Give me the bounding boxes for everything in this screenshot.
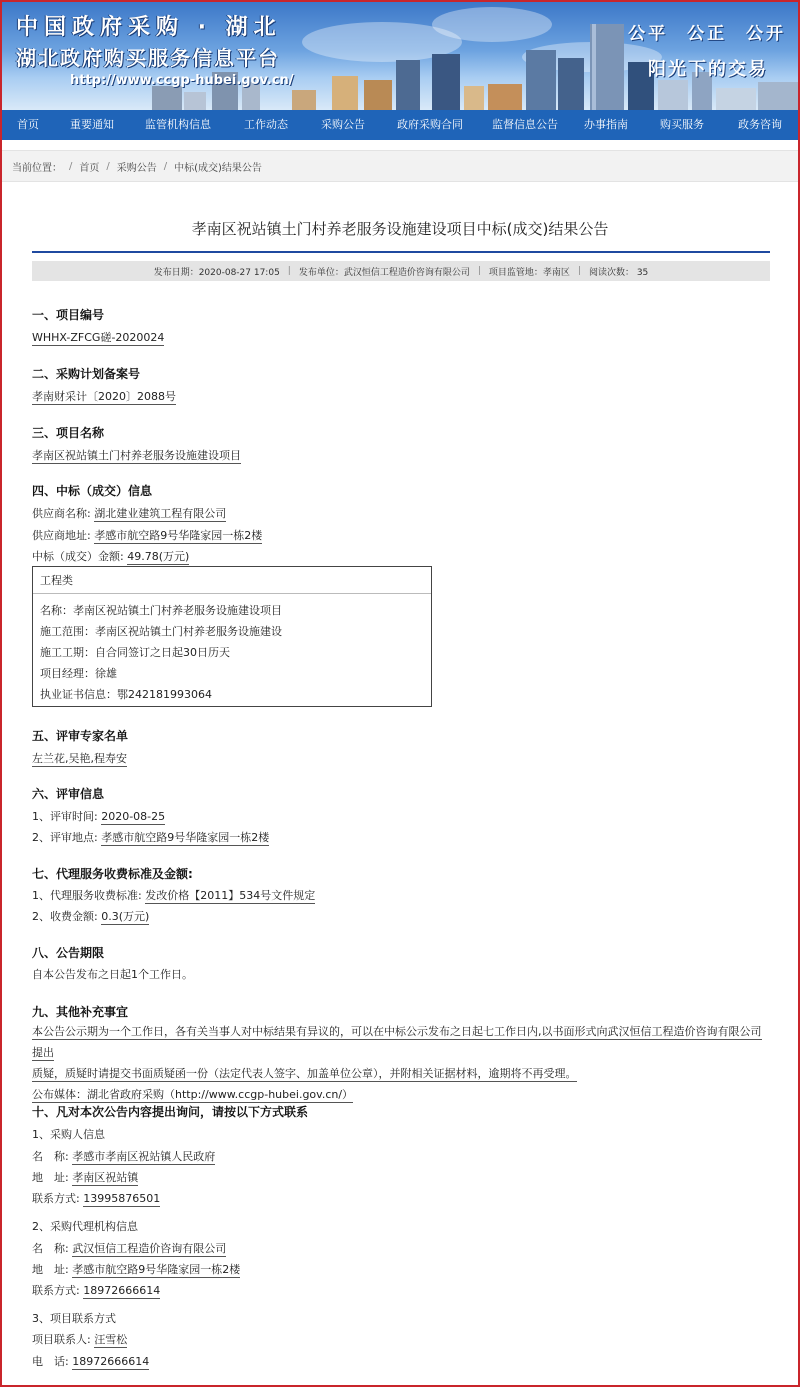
agent-address-label: 地 址: [32, 1263, 69, 1276]
breadcrumb-separator: / [106, 160, 110, 172]
supplier-name-row [32, 505, 226, 521]
project-contact-label: 项目联系人: [32, 1333, 91, 1346]
agent-info-title: 2、采购代理机构信息 [32, 1220, 138, 1233]
review-time-row [32, 808, 165, 824]
nav-item-announcements[interactable]: 采购公告 [321, 118, 365, 131]
section-heading-supplementary: 九、其他补充事宜 [32, 1005, 129, 1019]
view-count: 阅读次数： 35 [588, 267, 649, 278]
project-contact-row [32, 1331, 127, 1347]
buyer-phone: 13995876501 [83, 1192, 161, 1205]
section-heading-contacts: 十、凡对本次公告内容提出询问，请按以下方式联系 [32, 1105, 309, 1119]
buyer-phone-label: 联系方式: [32, 1192, 80, 1205]
publisher: 发布单位：武汉恒信工程造价咨询有限公司 [298, 267, 470, 278]
award-amount-label: 中标（成交）金额: [32, 550, 124, 563]
award-amount: 49.78(万元) [127, 550, 190, 563]
agent-address: 孝感市航空路9号华隆家园一栋2楼 [72, 1263, 241, 1276]
nav-item-notices[interactable]: 重要通知 [70, 118, 114, 131]
breadcrumb-separator: / [163, 160, 168, 172]
detail-row-manager: 项目经理：徐雄 [40, 667, 117, 680]
expert-list [32, 750, 127, 766]
breadcrumb-label: 当前位置： [12, 162, 62, 174]
supplier-name-label: 供应商名称: [32, 507, 91, 520]
title-divider [32, 251, 770, 253]
supplementary-text [32, 1021, 772, 1105]
project-name-value: 孝南区祝站镇土门村养老服务设施建设项目 [32, 449, 241, 462]
buyer-info-title: 1、采购人信息 [32, 1128, 105, 1141]
notice-period: 自本公告发布之日起1个工作日。 [32, 968, 193, 981]
plan-number [32, 388, 176, 404]
section-heading-notice-period: 八、公告期限 [32, 946, 105, 960]
agent-name-label: 名 称: [32, 1242, 69, 1255]
section-heading-agency-fee: 七、代理服务收费标准及金额: [32, 867, 193, 881]
buyer-address: 孝南区祝站镇 [72, 1171, 139, 1184]
fee-standard-label: 1、代理服务收费标准: [32, 889, 142, 902]
supplier-address-row [32, 527, 262, 543]
review-time: 2020-08-25 [101, 810, 166, 823]
section-heading-project-number: 一、项目编号 [32, 308, 105, 322]
project-contact-person: 汪雪松 [94, 1333, 128, 1346]
breadcrumb-current: 中标(成交)结果公告 [174, 162, 262, 174]
project-number-value: WHHX-ZFCG磋-2020024 [32, 331, 165, 344]
project-contact-title: 3、项目联系方式 [32, 1312, 116, 1325]
breadcrumb-announcements[interactable]: 采购公告 [116, 162, 157, 174]
banner-slogan-2: 阳光下的交易 [648, 59, 768, 80]
main-nav [2, 110, 798, 140]
notice-meta-bar [32, 261, 770, 281]
section-heading-experts: 五、评审专家名单 [32, 729, 129, 743]
nav-item-contracts[interactable]: 政府采购合同 [397, 118, 463, 131]
supplier-address: 孝感市航空路9号华隆家园一栋2楼 [94, 529, 263, 542]
award-amount-row [32, 548, 189, 564]
detail-row-certificate: 执业证书信息：鄂242181993064 [40, 688, 212, 701]
breadcrumb-home[interactable]: 首页 [79, 162, 100, 174]
review-place: 孝感市航空路9号华隆家园一栋2楼 [101, 831, 270, 844]
publication-media: 公布媒体：湖北省政府采购（http://www.ccgp-hubei.gov.cn/） [32, 1088, 354, 1101]
agent-name-row [32, 1240, 226, 1256]
nav-item-consult[interactable]: 政务咨询 [738, 118, 782, 131]
section-heading-plan-number: 二、采购计划备案号 [32, 367, 141, 381]
site-banner [2, 2, 798, 110]
page-title: 孝南区祝站镇土门村养老服务设施建设项目中标(成交)结果公告 [191, 220, 609, 238]
banner-title: 中国政府采购 · 湖北 [16, 15, 282, 40]
fee-amount-row [32, 908, 149, 924]
banner-url: http://www.ccgp-hubei.gov.cn/ [70, 73, 294, 88]
buyer-name-label: 名 称: [32, 1150, 69, 1163]
supplier-name: 湖北建业建筑工程有限公司 [94, 507, 227, 520]
review-time-label: 1、评审时间: [32, 810, 98, 823]
nav-item-regulators[interactable]: 监管机构信息 [145, 118, 211, 131]
agent-phone-label: 联系方式: [32, 1284, 80, 1297]
nav-item-guide[interactable]: 办事指南 [584, 118, 628, 131]
fee-standard-row [32, 887, 315, 903]
agent-address-row [32, 1261, 240, 1277]
supplementary-para-2: 质疑，质疑时请提交书面质疑函一份（法定代表人签字、加盖单位公章），并附相关证据材料，逾期将不再受理。 [32, 1067, 577, 1080]
agent-name: 武汉恒信工程造价咨询有限公司 [72, 1242, 227, 1255]
nav-item-news[interactable]: 工作动态 [244, 118, 288, 131]
detail-row-scope: 施工范围：孝南区祝站镇土门村养老服务设施建设 [40, 625, 282, 638]
breadcrumb [2, 150, 798, 182]
agent-phone: 18972666614 [83, 1284, 161, 1297]
project-detail-box [32, 566, 432, 707]
fee-standard: 发改价格【2011】534号文件规定 [145, 889, 316, 902]
project-number [32, 329, 164, 345]
review-place-label: 2、评审地点: [32, 831, 98, 844]
fee-amount-label: 2、收费金额: [32, 910, 98, 923]
project-phone: 18972666614 [72, 1355, 150, 1368]
agent-phone-row [32, 1282, 160, 1298]
plan-number-value: 孝南财采计〔2020〕2088号 [32, 390, 176, 403]
banner-subtitle: 湖北政府购买服务信息平台 [16, 46, 280, 70]
supplementary-para-1: 本公告公示期为一个工作日，各有关当事人对中标结果有异议的，可以在中标公示发布之日起七工作日内,以书面形式向武汉恒信工程造价咨询有限公司提出 [32, 1025, 762, 1059]
buyer-address-label: 地 址: [32, 1171, 69, 1184]
banner-slogan: 公平 公正 公开 [628, 24, 786, 44]
buyer-name: 孝感市孝南区祝站镇人民政府 [72, 1150, 216, 1163]
supervision-region: 项目监管地：孝南区 [488, 267, 570, 278]
project-name [32, 447, 241, 463]
project-detail-header: 工程类 [33, 567, 431, 594]
supplier-address-label: 供应商地址: [32, 529, 91, 542]
buyer-address-row [32, 1169, 138, 1185]
buyer-phone-row [32, 1190, 160, 1206]
nav-item-supervision[interactable]: 监督信息公告 [492, 118, 558, 131]
nav-item-services[interactable]: 购买服务 [660, 118, 704, 131]
breadcrumb-separator: / [69, 160, 73, 172]
expert-names: 左兰花,吴艳,程寿安 [32, 752, 127, 765]
buyer-name-row [32, 1148, 215, 1164]
detail-row-duration: 施工工期：自合同签订之日起30日历天 [40, 646, 230, 659]
meta-separator: | [287, 266, 291, 276]
detail-row-name: 名称：孝南区祝站镇土门村养老服务设施建设项目 [40, 604, 282, 617]
section-heading-review-info: 六、评审信息 [32, 787, 105, 801]
nav-item-home[interactable]: 首页 [17, 118, 39, 131]
publish-date: 发布日期：2020-08-27 17:05 [153, 267, 280, 278]
review-place-row [32, 829, 269, 845]
project-phone-label: 电 话: [32, 1355, 69, 1368]
fee-amount: 0.3(万元) [101, 910, 150, 923]
meta-separator: | [577, 266, 581, 276]
project-phone-row [32, 1353, 149, 1369]
section-heading-award-info: 四、中标（成交）信息 [32, 484, 153, 498]
meta-separator: | [477, 266, 481, 276]
section-heading-project-name: 三、项目名称 [32, 426, 105, 440]
